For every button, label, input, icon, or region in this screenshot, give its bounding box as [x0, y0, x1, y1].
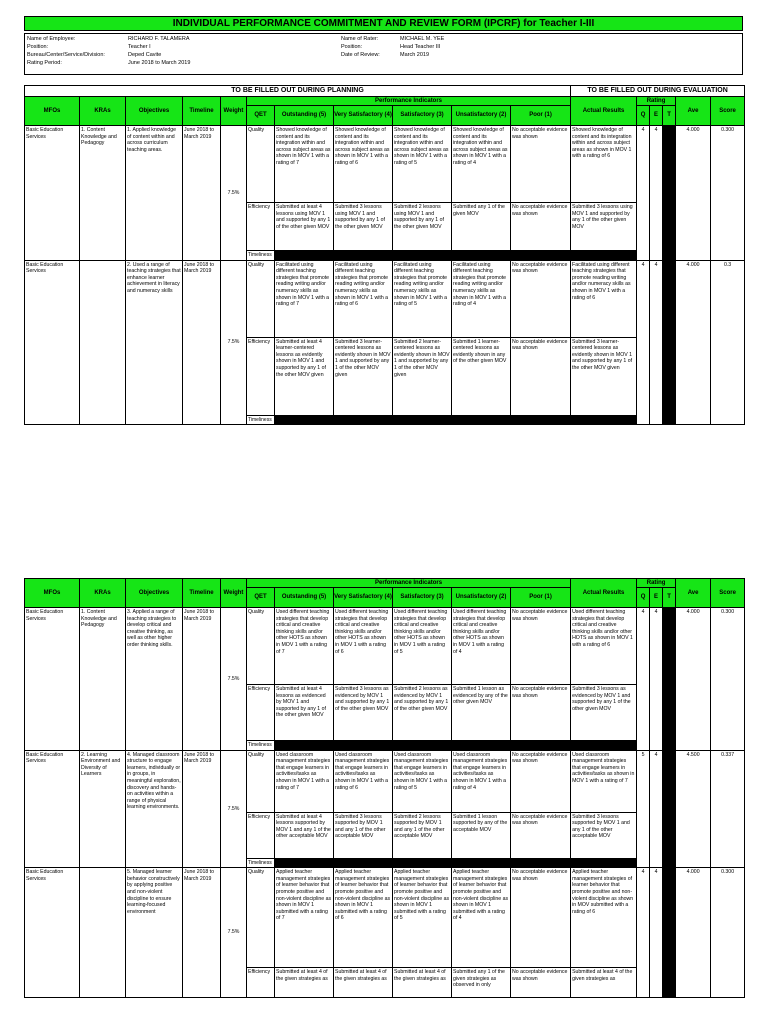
header-actual-results: Actual Results: [571, 579, 637, 608]
indicator-cell: Facilitated using different teaching strategies that promote reading writing and/or numeracy skills as shown in MOV 1 with a rating of 7: [275, 260, 334, 337]
timeliness-bar: [275, 415, 637, 425]
indicator-cell: Used classroom management strategies that engage learners in activities/tasks as shown in MOV 1 with a rating of 4: [452, 750, 511, 812]
header-e: E: [650, 588, 663, 608]
actual-result-cell: Submitted 3 learner-centered lessons as evidently shown in MOV 1 and supported by any 1 of the other MOV given: [571, 337, 637, 415]
actual-result-cell: Facilitated using different teaching strategies that promote reading writing and/or numeracy skills as shown in MOV 1 with a rating of 6: [571, 260, 637, 337]
info-label: Date of Review:: [341, 52, 380, 58]
rater-info-labels: [341, 35, 397, 59]
header-score: Score: [711, 579, 745, 608]
indicator-cell: Submitted 1 lesson supported by any of the acceptable MOV: [452, 812, 511, 858]
actual-result-cell: Used classroom management strategies that engage learners in activities/tasks as shown in MOV 1 with a rating of 7: [571, 750, 637, 812]
indicator-cell: Facilitated using different teaching strategies that promote reading writing and/or numeracy skills as shown in MOV 1 with a rating of 6: [334, 260, 393, 337]
timeliness-label: Timeliness: [247, 858, 275, 868]
timeline-cell: June 2018 to March 2019: [183, 608, 221, 751]
header-poor: Poor (1): [511, 588, 571, 608]
employee-info: [24, 33, 743, 75]
header-rating: Rating: [637, 97, 676, 106]
objective-cell: 1. Applied knowledge of content within and across curriculum teaching areas.: [126, 126, 183, 261]
indicator-cell: Applied teacher management strategies of learner behavior that promote positive and non-violent discipline as shown in MOV 1 submitted with a rating of 4: [452, 868, 511, 968]
indicator-cell: Submitted 3 learner-centered lessons as evidently shown in MOV 1 and supported by any 1 of the other MOV given: [334, 337, 393, 415]
quality-label: Quality: [247, 608, 275, 685]
header-objectives: Objectives: [126, 97, 183, 126]
header-very-satisfactory: Very Satisfactory (4): [334, 588, 393, 608]
header-unsatisfactory: Unsatisfactory (2): [452, 588, 511, 608]
indicator-cell: Submitted at least 4 learner-centered lessons as evidently shown in MOV 1 and supported by any 1 of the other MOV given: [275, 337, 334, 415]
header-poor: Poor (1): [511, 106, 571, 126]
ave-cell: 4.500: [676, 750, 711, 868]
objective-cell: 3. Applied a range of teaching strategies to develop critical and creative thinking, as well as other higher order thinking skills.: [126, 608, 183, 751]
info-label: Position:: [341, 44, 363, 50]
kra-cell: 2. Learning Environment and Diversity of Learners: [80, 750, 126, 868]
form-title: INDIVIDUAL PERFORMANCE COMMITMENT AND REVIEW FORM (IPCRF) for Teacher I-III: [24, 16, 743, 31]
efficiency-label: Efficiency: [247, 812, 275, 858]
rating-e: 4: [650, 608, 663, 751]
timeline-cell: June 2018 to March 2019: [183, 126, 221, 261]
rating-e: 4: [650, 750, 663, 868]
header-kras: KRAs: [80, 97, 126, 126]
header-q: Q: [637, 106, 650, 126]
ipcrf-table-2: [24, 578, 745, 998]
kra-cell: 1. Content Knowledge and Pedagogy: [80, 126, 126, 261]
indicator-cell: Facilitated using different teaching strategies that promote reading writing and/or numeracy skills as shown in MOV 1 with a rating of 5: [393, 260, 452, 337]
quality-label: Quality: [247, 750, 275, 812]
indicator-cell: No acceptable evidence was shown: [511, 260, 571, 337]
indicator-cell: No acceptable evidence was shown: [511, 685, 571, 741]
mfo-cell: Basic Education Services: [25, 260, 80, 425]
info-label: Bureau/Center/Service/Division:: [27, 52, 105, 58]
header-outstanding: Outstanding (5): [275, 106, 334, 126]
weight-cell: 7.5%: [221, 608, 247, 751]
indicator-cell: Submitted 2 lessons supported by MOV 1 and any 1 of the other acceptable MOV: [393, 812, 452, 858]
employee-info-labels: [27, 35, 123, 67]
mfo-cell: Basic Education Services: [25, 608, 80, 751]
indicator-cell: Used different teaching strategies that develop critical and creative thinking skills and/or other HOTS as shown in MOV 1 with a rating of 6: [334, 608, 393, 685]
header-e: E: [650, 106, 663, 126]
indicator-cell: Showed knowledge of content and its integration within and across subject areas as shown in MOV 1 with a rating of 4: [452, 126, 511, 203]
header-mfos: MFOs: [25, 97, 80, 126]
header-very-satisfactory: Very Satisfactory (4): [334, 106, 393, 126]
rating-q: 4: [637, 608, 650, 751]
indicator-cell: Used different teaching strategies that develop critical and creative thinking skills and/or other HOTS as shown in MOV 1 with a rating of 7: [275, 608, 334, 685]
header-outstanding: Outstanding (5): [275, 588, 334, 608]
header-t: T: [663, 588, 676, 608]
indicator-cell: Showed knowledge of content and its integration within and across subject areas as shown in MOV 1 with a rating of 7: [275, 126, 334, 203]
actual-result-cell: Submitted 3 lessons as evidenced by MOV 1 and supported by any 1 of the other given MOV: [571, 685, 637, 741]
rating-t: [663, 868, 676, 998]
timeline-cell: June 2018 to March 2019: [183, 260, 221, 425]
header-rating: Rating: [637, 579, 676, 588]
weight-cell: 7.5%: [221, 126, 247, 261]
indicator-cell: Submitted 1 lesson as evidenced by any of the other given MOV: [452, 685, 511, 741]
employee-name: RICHARD F. TALAMERA: [128, 36, 190, 42]
evaluation-band: TO BE FILLED OUT DURING EVALUATION: [571, 86, 745, 97]
info-label: Name of Employee:: [27, 36, 76, 42]
timeline-cell: June 2018 to March 2019: [183, 750, 221, 868]
header-score: Score: [711, 97, 745, 126]
ave-cell: 4.000: [676, 608, 711, 751]
quality-label: Quality: [247, 868, 275, 968]
actual-result-cell: Showed knowledge of content and its integration within and across subject areas as shown in MOV 1 with a rating of 6: [571, 126, 637, 203]
rating-period: June 2018 to March 2019: [128, 60, 191, 66]
rating-t: [663, 260, 676, 425]
actual-result-cell: Submitted at least 4 of the given strategies as: [571, 968, 637, 998]
ave-cell: 4.000: [676, 868, 711, 998]
objective-cell: 4. Managed classroom structure to engage learners, individually or in groups, in meaningful exploration, discovery and hands-on activities within a range of physical learning environments.: [126, 750, 183, 868]
indicator-cell: Showed knowledge of content and its integration within and across subject areas as shown in MOV 1 with a rating of 6: [334, 126, 393, 203]
rating-t: [663, 750, 676, 868]
header-qet: QET: [247, 588, 275, 608]
indicator-cell: Submitted at least 4 of the given strategies as: [275, 968, 334, 998]
indicator-cell: No acceptable evidence was shown: [511, 608, 571, 685]
header-qet: QET: [247, 106, 275, 126]
score-cell: 0.300: [711, 868, 745, 998]
indicator-cell: No acceptable evidence was shown: [511, 126, 571, 203]
actual-result-cell: Applied teacher management strategies of learner behavior that promote positive and non-violent discipline as shown in MOV submitted with a rating of 6: [571, 868, 637, 968]
timeliness-bar: [275, 741, 637, 751]
header-ave: Ave: [676, 579, 711, 608]
actual-result-cell: Submitted 3 lessons using MOV 1 and supported by any 1 of the other given MOV: [571, 203, 637, 251]
indicator-cell: Applied teacher management strategies of learner behavior that promote positive and non-violent discipline as shown in MOV 1 submitted with a rating of 7: [275, 868, 334, 968]
info-label: Rating Period:: [27, 60, 62, 66]
header-weight: Weight: [221, 579, 247, 608]
header-ave: Ave: [676, 97, 711, 126]
rating-e: 4: [650, 126, 663, 261]
header-timeline: Timeline: [183, 579, 221, 608]
header-q: Q: [637, 588, 650, 608]
rating-q: 4: [637, 260, 650, 425]
header-satisfactory: Satisfactory (3): [393, 106, 452, 126]
indicator-cell: Showed knowledge of content and its integration within and across subject areas as shown in MOV 1 with a rating of 5: [393, 126, 452, 203]
indicator-cell: Submitted 2 lessons as evidenced by MOV 1 and supported by any 1 of the other given MOV: [393, 685, 452, 741]
score-cell: 0.300: [711, 126, 745, 261]
indicator-cell: Submitted 1 learner-centered lessons as evidently shown in any of the other given MOV: [452, 337, 511, 415]
indicator-cell: Submitted at least 4 of the given strategies as: [334, 968, 393, 998]
header-timeline: Timeline: [183, 97, 221, 126]
rating-e: 4: [650, 868, 663, 998]
header-mfos: MFOs: [25, 579, 80, 608]
header-satisfactory: Satisfactory (3): [393, 588, 452, 608]
score-cell: 0.300: [711, 608, 745, 751]
header-performance-indicators: Performance Indicators: [247, 579, 571, 588]
indicator-cell: Submitted 2 learner-centered lessons as evidently shown in MOV 1 and supported by any 1 of the other MOV given: [393, 337, 452, 415]
timeliness-label: Timeliness: [247, 251, 275, 261]
timeliness-label: Timeliness: [247, 415, 275, 425]
quality-label: Quality: [247, 126, 275, 203]
indicator-cell: Used classroom management strategies that engage learners in activities/tasks as shown in MOV 1 with a rating of 6: [334, 750, 393, 812]
employee-position: Teacher I: [128, 44, 151, 50]
kra-cell: 1. Content Knowledge and Pedagogy: [80, 608, 126, 751]
indicator-cell: No acceptable evidence was shown: [511, 203, 571, 251]
header-weight: Weight: [221, 97, 247, 126]
indicator-cell: Submitted any 1 of the given MOV: [452, 203, 511, 251]
mfo-cell: Basic Education Services: [25, 868, 80, 998]
indicator-cell: Submitted at least 4 lessons as evidenced by MOV 1 and supported by any 1 of the other given MOV: [275, 685, 334, 741]
indicator-cell: Submitted 3 lessons as evidenced by MOV 1 and supported by any 1 of the other given MOV: [334, 685, 393, 741]
indicator-cell: No acceptable evidence was shown: [511, 868, 571, 968]
weight-cell: 7.5%: [221, 750, 247, 868]
indicator-cell: Submitted any 1 of the given strategies as observed in only: [452, 968, 511, 998]
indicator-cell: Applied teacher management strategies of learner behavior that promote positive and non-violent discipline as shown in MOV 1 submitted with a rating of 5: [393, 868, 452, 968]
timeliness-bar: [275, 858, 637, 868]
kra-cell: [80, 868, 126, 998]
header-objectives: Objectives: [126, 579, 183, 608]
employee-division: Deped Cavite: [128, 52, 162, 58]
actual-result-cell: Used different teaching strategies that develop critical and creative thinking skills and/or other HOTS as shown in MOV 1 with a rating of 6: [571, 608, 637, 685]
info-label: Name of Rater:: [341, 36, 379, 42]
indicator-cell: Submitted 3 lessons supported by MOV 1 and any 1 of the other acceptable MOV: [334, 812, 393, 858]
efficiency-label: Efficiency: [247, 203, 275, 251]
indicator-cell: No acceptable evidence was shown: [511, 337, 571, 415]
indicator-cell: Submitted at least 4 lessons supported by MOV 1 and any 1 of the other acceptable MOV: [275, 812, 334, 858]
efficiency-label: Efficiency: [247, 685, 275, 741]
indicator-cell: Facilitated using different teaching strategies that promote reading writing and/or numeracy skills as shown in MOV 1 with a rating of 4: [452, 260, 511, 337]
indicator-cell: Used different teaching strategies that develop critical and creative thinking skills and/or other HOTS as shown in MOV 1 with a rating of 4: [452, 608, 511, 685]
rating-t: [663, 608, 676, 751]
rating-q: 4: [637, 126, 650, 261]
actual-result-cell: Submitted 3 lessons supported by MOV 1 and any 1 of the other acceptable MOV: [571, 812, 637, 858]
indicator-cell: Applied teacher management strategies of learner behavior that promote positive and non-violent discipline as shown in MOV 1 submitted with a rating of 6: [334, 868, 393, 968]
header-unsatisfactory: Unsatisfactory (2): [452, 106, 511, 126]
kra-cell: [80, 260, 126, 425]
timeliness-label: Timeliness: [247, 741, 275, 751]
efficiency-label: Efficiency: [247, 337, 275, 415]
indicator-cell: Used different teaching strategies that develop critical and creative thinking skills and/or other HOTS as shown in MOV 1 with a rating of 5: [393, 608, 452, 685]
review-date: March 2019: [400, 52, 430, 58]
rating-t: [663, 126, 676, 261]
ipcrf-table-1: [24, 85, 745, 425]
ave-cell: 4.000: [676, 126, 711, 261]
timeliness-bar: [275, 251, 637, 261]
rating-e: 4: [650, 260, 663, 425]
rating-q: 5: [637, 750, 650, 868]
header-performance-indicators: Performance Indicators: [247, 97, 571, 106]
rater-position: Head Teacher III: [400, 44, 441, 50]
mfo-cell: Basic Education Services: [25, 126, 80, 261]
objective-cell: 5. Managed learner behavior constructively by applying positive and non-violent discipline to ensure learning-focused environment: [126, 868, 183, 998]
efficiency-label: Efficiency: [247, 968, 275, 998]
indicator-cell: Used classroom management strategies that engage learners in activities/tasks as shown in MOV 1 with a rating of 7: [275, 750, 334, 812]
score-cell: 0.3: [711, 260, 745, 425]
indicator-cell: Submitted at least 4 of the given strategies as: [393, 968, 452, 998]
quality-label: Quality: [247, 260, 275, 337]
indicator-cell: No acceptable evidence was shown: [511, 968, 571, 998]
objective-cell: 2. Used a range of teaching strategies that enhance learner achievement in literacy and numeracy skills: [126, 260, 183, 425]
indicator-cell: Submitted 2 lessons using MOV 1 and supported by any 1 of the other given MOV: [393, 203, 452, 251]
planning-band: TO BE FILLED OUT DURING PLANNING: [25, 86, 571, 97]
info-label: Position:: [27, 44, 49, 50]
rater-name: MICHAEL M. YEE: [400, 36, 445, 42]
timeline-cell: June 2018 to March 2019: [183, 868, 221, 998]
rater-info-values: [400, 35, 550, 59]
header-actual-results: Actual Results: [571, 97, 637, 126]
employee-info-values: [128, 35, 328, 67]
indicator-cell: Submitted at least 4 lessons using MOV 1 and supported by any 1 of the other given MOV: [275, 203, 334, 251]
score-cell: 0.337: [711, 750, 745, 868]
indicator-cell: Submitted 3 lessons using MOV 1 and supported by any 1 of the other given MOV: [334, 203, 393, 251]
header-t: T: [663, 106, 676, 126]
weight-cell: 7.5%: [221, 868, 247, 998]
rating-q: 4: [637, 868, 650, 998]
indicator-cell: Used classroom management strategies that engage learners in activities/tasks as shown in MOV 1 with a rating of 5: [393, 750, 452, 812]
mfo-cell: Basic Education Services: [25, 750, 80, 868]
ave-cell: 4.000: [676, 260, 711, 425]
header-kras: KRAs: [80, 579, 126, 608]
indicator-cell: No acceptable evidence was shown: [511, 812, 571, 858]
indicator-cell: No acceptable evidence was shown: [511, 750, 571, 812]
weight-cell: 7.5%: [221, 260, 247, 425]
